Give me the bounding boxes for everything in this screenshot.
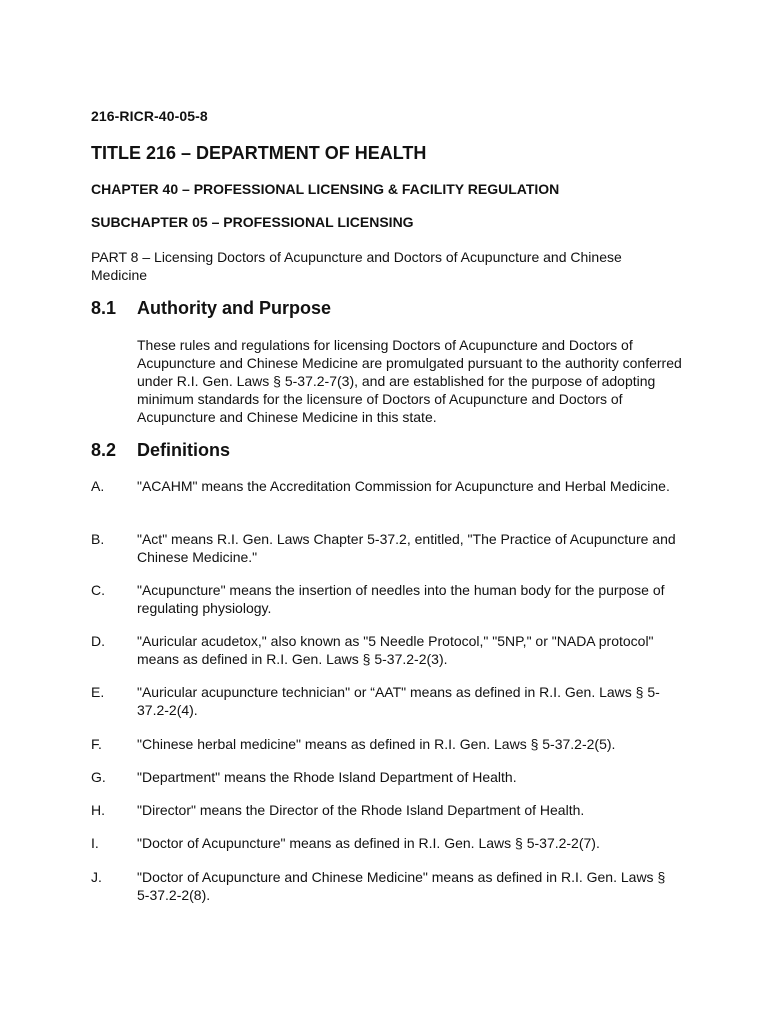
- definition-letter: E.: [91, 684, 105, 700]
- definition-item: [91, 581, 681, 617]
- definition-letter: G.: [91, 769, 106, 785]
- section-title: Definitions: [137, 440, 230, 460]
- authority-paragraph: These rules and regulations for licensing Doctors of Acupuncture and Doctors of Acupuncture and Chinese Medicine are promulgated pursuant to the authority conferred under R.I. Gen. Laws § 5-37.2-7(3), and are established for the purpose of adopting minimum standards for the licensure of Doctors of Acupuncture and Doctors of Acupuncture and Chinese Medicine in this state.: [137, 337, 682, 425]
- section-number: 8.2: [91, 440, 117, 460]
- definition-text: "ACAHM" means the Accreditation Commission for Acupuncture and Herbal Medicine.: [137, 478, 670, 494]
- definition-text: "Acupuncture" means the insertion of needles into the human body for the purpose of regulating physiology.: [137, 582, 665, 616]
- definition-text: "Act" means R.I. Gen. Laws Chapter 5-37.2, entitled, "The Practice of Acupuncture and Chinese Medicine.": [137, 531, 676, 565]
- definition-item: [91, 683, 681, 719]
- definition-letter: B.: [91, 531, 105, 547]
- section-heading-authority: [91, 298, 331, 319]
- definition-item: [91, 632, 681, 668]
- title-heading: TITLE 216 – DEPARTMENT OF HEALTH: [91, 143, 427, 163]
- definition-letter: D.: [91, 633, 105, 649]
- definition-letter: F.: [91, 736, 102, 752]
- definition-item: [91, 834, 681, 852]
- definition-text: "Department" means the Rhode Island Department of Health.: [137, 769, 517, 785]
- definition-item: [91, 868, 681, 904]
- document-id: 216-RICR-40-05-8: [91, 108, 208, 124]
- definition-item: [91, 735, 681, 753]
- definition-item: [91, 530, 681, 566]
- definition-letter: A.: [91, 478, 105, 494]
- definition-item: [91, 477, 681, 495]
- subchapter-heading: SUBCHAPTER 05 – PROFESSIONAL LICENSING: [91, 214, 414, 230]
- definition-text: "Auricular acupuncture technician" or “AAT" means as defined in R.I. Gen. Laws § 5-37.2-2(4).: [137, 684, 660, 718]
- definition-item: [91, 768, 681, 786]
- definition-text: "Director" means the Director of the Rhode Island Department of Health.: [137, 802, 585, 818]
- definition-text: "Doctor of Acupuncture and Chinese Medicine" means as defined in R.I. Gen. Laws § 5-37.2-2(8).: [137, 869, 666, 903]
- definition-letter: C.: [91, 582, 105, 598]
- definition-letter: H.: [91, 802, 105, 818]
- definition-text: "Doctor of Acupuncture" means as defined in R.I. Gen. Laws § 5-37.2-2(7).: [137, 835, 600, 851]
- definition-letter: J.: [91, 869, 102, 885]
- definition-text: "Chinese herbal medicine" means as defined in R.I. Gen. Laws § 5-37.2-2(5).: [137, 736, 616, 752]
- definition-text: "Auricular acudetox," also known as "5 Needle Protocol," "5NP," or "NADA protocol" means as defined in R.I. Gen. Laws § 5-37.2-2(3).: [137, 633, 654, 667]
- chapter-heading: CHAPTER 40 – PROFESSIONAL LICENSING & FACILITY REGULATION: [91, 181, 560, 197]
- definition-letter: I.: [91, 835, 99, 851]
- section-heading-definitions: [91, 440, 230, 461]
- section-title: Authority and Purpose: [137, 298, 332, 318]
- part-heading: PART 8 – Licensing Doctors of Acupuncture and Doctors of Acupuncture and Chinese Medicine: [91, 249, 622, 283]
- definition-item: [91, 801, 681, 819]
- section-number: 8.1: [91, 298, 117, 318]
